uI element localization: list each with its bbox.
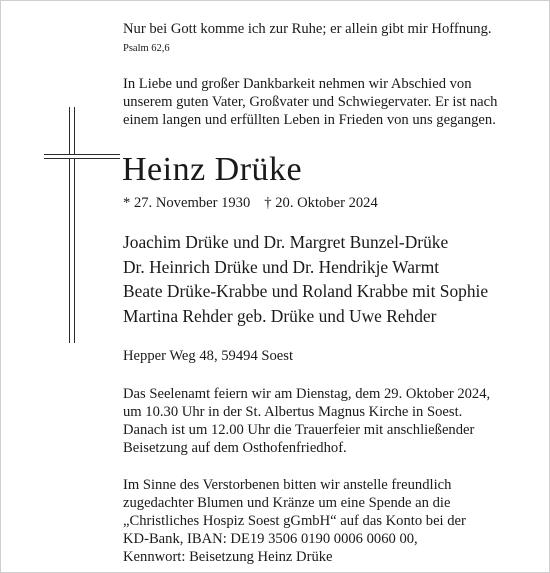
- donation-line: zugedachter Blumen und Kränze um eine Spende an die: [123, 495, 451, 511]
- service-line: Beisetzung auf dem Osthofenfriedhof.: [123, 440, 347, 456]
- verse-reference: Psalm 62,6: [123, 43, 170, 54]
- farewell-line: einem langen und erfüllten Leben in Frieden von uns gegangen.: [123, 112, 496, 128]
- mourner-line: Dr. Heinrich Drüke und Dr. Hendrikje Warmt: [123, 256, 440, 277]
- donation-line: KD-Bank, IBAN: DE19 3506 0190 0006 0060 00,: [123, 531, 418, 547]
- mourner-line: Joachim Drüke und Dr. Margret Bunzel-Drüke: [123, 232, 449, 252]
- bible-verse: Nur bei Gott komme ich zur Ruhe; er allein gibt mir Hoffnung.: [123, 21, 492, 37]
- service-line: um 10.30 Uhr in der St. Albertus Magnus Kirche in Soest.: [123, 404, 463, 420]
- donation-line: Kennwort: Beisetzung Heinz Drüke: [123, 549, 333, 565]
- farewell-line: In Liebe und großer Dankbarkeit nehmen wir Abschied von: [123, 76, 472, 92]
- service-line: Das Seelenamt feiern wir am Dienstag, dem 29. Oktober 2024,: [123, 386, 491, 402]
- farewell-text: [123, 75, 533, 129]
- farewell-line: unserem guten Vater, Großvater und Schwiegervater. Er ist nach: [123, 94, 498, 110]
- deceased-name: Heinz Drüke: [122, 151, 303, 188]
- service-info: [123, 385, 533, 457]
- family-address: Hepper Weg 48, 59494 Soest: [123, 348, 294, 364]
- death-date: † 20. Oktober 2024: [264, 195, 378, 211]
- service-line: Danach ist um 12.00 Uhr die Trauerfeier mit anschließender: [123, 422, 475, 438]
- birth-date: * 27. November 1930: [123, 195, 251, 211]
- cross-horizontal-bar: [44, 154, 120, 159]
- donation-info: [123, 476, 533, 566]
- life-dates: [123, 194, 533, 212]
- mourners-list: [123, 230, 533, 328]
- mourner-line: Beate Drüke-Krabbe und Roland Krabbe mit Sophie: [123, 281, 489, 301]
- notice-content: [123, 20, 533, 566]
- cross-icon: [44, 107, 120, 343]
- mourner-line: Martina Rehder geb. Drüke und Uwe Rehder: [123, 305, 437, 326]
- donation-line: Im Sinne des Verstorbenen bitten wir anstelle freundlich: [123, 477, 452, 493]
- cross-vertical-bar: [69, 107, 75, 343]
- donation-line: „Christliches Hospiz Soest gGmbH“ auf das Konto bei der: [123, 513, 466, 529]
